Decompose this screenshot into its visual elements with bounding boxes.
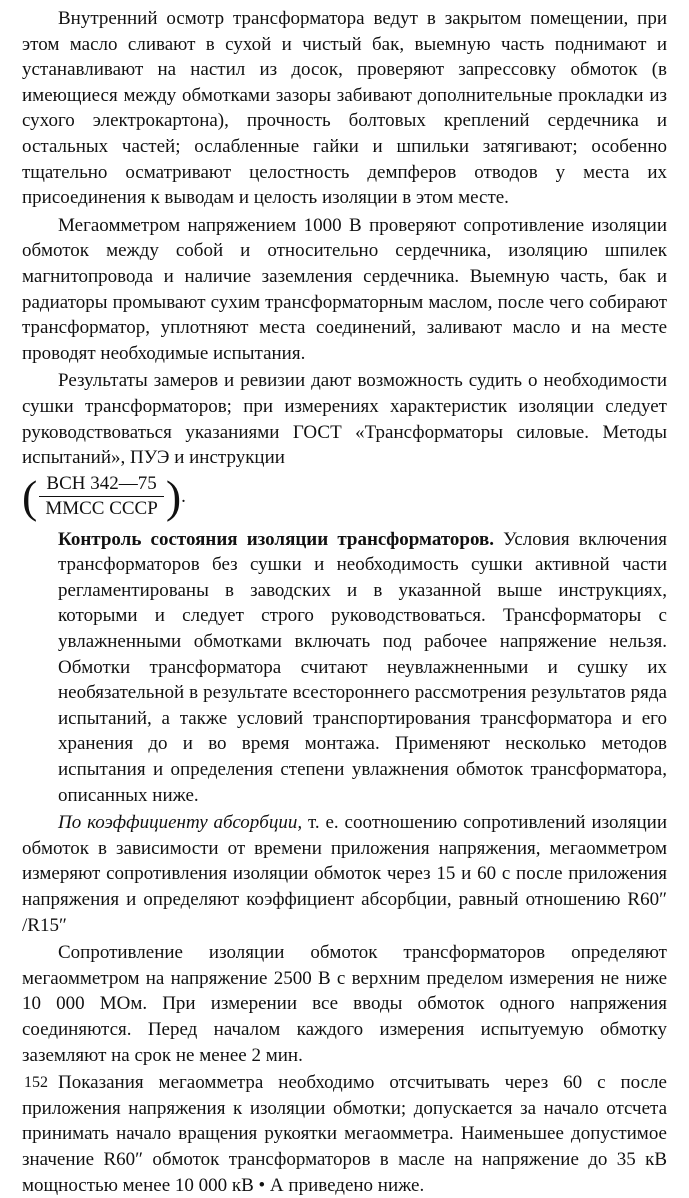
paragraph-insulation-control [22, 527, 667, 809]
paragraph-internal-inspection: Внутренний осмотр трансформатора ведут в закрытом помещении, при этом масло сливают в сухой и чистый бак, выемную часть поднимают и устанавливают на настил из досок, проверяют запрессовку обмоток (в имеющиеся между обмотками зазоры забивают дополнительные прокладки из сухого электрокартона), прочность болтовых креплений сердечника и остальных частей; ослабленные гайки и шпильки затягивают; особенно тщательно осматривают целостность демпферов отводов у места их присоединения к выводам и целость изоляции в этом месте. [22, 8, 667, 209]
paragraph-readings: Показания мегаомметра необходимо отсчитывать через 60 с после приложения напряжения к изоляции обмотки; допускается за начало отсчета принимать начало вращения рукоятки мегаомметра. Наименьшее допустимое значение R60″ обмоток трансформаторов в масле на напряжение до 35 кВ мощностью менее 10 000 кВ • А приведено ниже. [22, 1072, 667, 1196]
fraction-bar [39, 496, 163, 497]
paragraph-drying-necessity: Результаты замеров и ревизии дают возможность судить о необходимости сушки трансформаторов; при измерениях характеристик изоляции следует руководствоваться указаниями ГОСТ «Трансформаторы силовые. Методы испытаний», ПУЭ и инструкции [22, 370, 667, 469]
section-body: Условия включения трансформаторов без сушки и необходимость сушки активной части регламентированы в заводских и в указанной выше инструкциях, которыми и следует строго руководствоваться. Трансформаторы с увлажненными обмотками включать под рабочее напряжение нельзя. Обмотки трансформатора считают неувлажненными и сушку их необязательной в результате всестороннего рассмотрения результатов ряда испытаний, а также условий транспортирования трансформатора и его хранения до и во время монтажа. Применяют несколько методов испытания и определения степени увлажнения обмоток трансформатора, описанных ниже. [58, 528, 667, 806]
fraction [39, 473, 163, 520]
absorption-method-body: т. е. соотношению сопротивлений изоляции обмоток в зависимости от времени приложения напряжения, мегаомметром измеряют сопротивления изоляции обмоток через 15 и 60 с после приложения напряжения и определяют коэффициент абсорбции, равный отношению R60″ /R15″ [22, 812, 667, 936]
paragraph-absorption-coefficient [22, 810, 667, 938]
instruction-reference [22, 471, 667, 523]
fraction-numerator: ВСН 342—75 [46, 473, 157, 495]
absorption-method-title: По коэффициенту абсорбции, [58, 812, 303, 834]
section-heading: Контроль состояния изоляции трансформаторов. [58, 528, 495, 550]
right-parenthesis: ) [165, 470, 182, 522]
paragraph-resistance-measurement: Сопротивление изоляции обмоток трансформаторов определяют мегаомметром на напряжение 2500 В с верхним пределом измерения не ниже 10 000 МОм. При измерении все вводы обмоток одного напряжения соединяются. Перед началом каждого измерения испытуемую обмотку заземляют на срок не менее 2 мин. [22, 942, 667, 1066]
paragraph-megohmmeter-check: Мегаомметром напряжением 1000 В проверяют сопротивление изоляции обмоток между собой и относительно сердечника, изоляцию шпилек магнитопровода и наличие заземления сердечника. Выемную часть, бак и радиаторы промывают сухим трансформаторным маслом, после чего собирают трансформатор, уплотняют места соединений, заливают масло и на месте проводят необходимые испытания. [22, 214, 667, 364]
fraction-tail: . [181, 485, 186, 507]
fraction-denominator: ММСС СССР [45, 498, 158, 520]
page-number: 152 [24, 1074, 48, 1091]
left-parenthesis: ( [22, 470, 38, 522]
